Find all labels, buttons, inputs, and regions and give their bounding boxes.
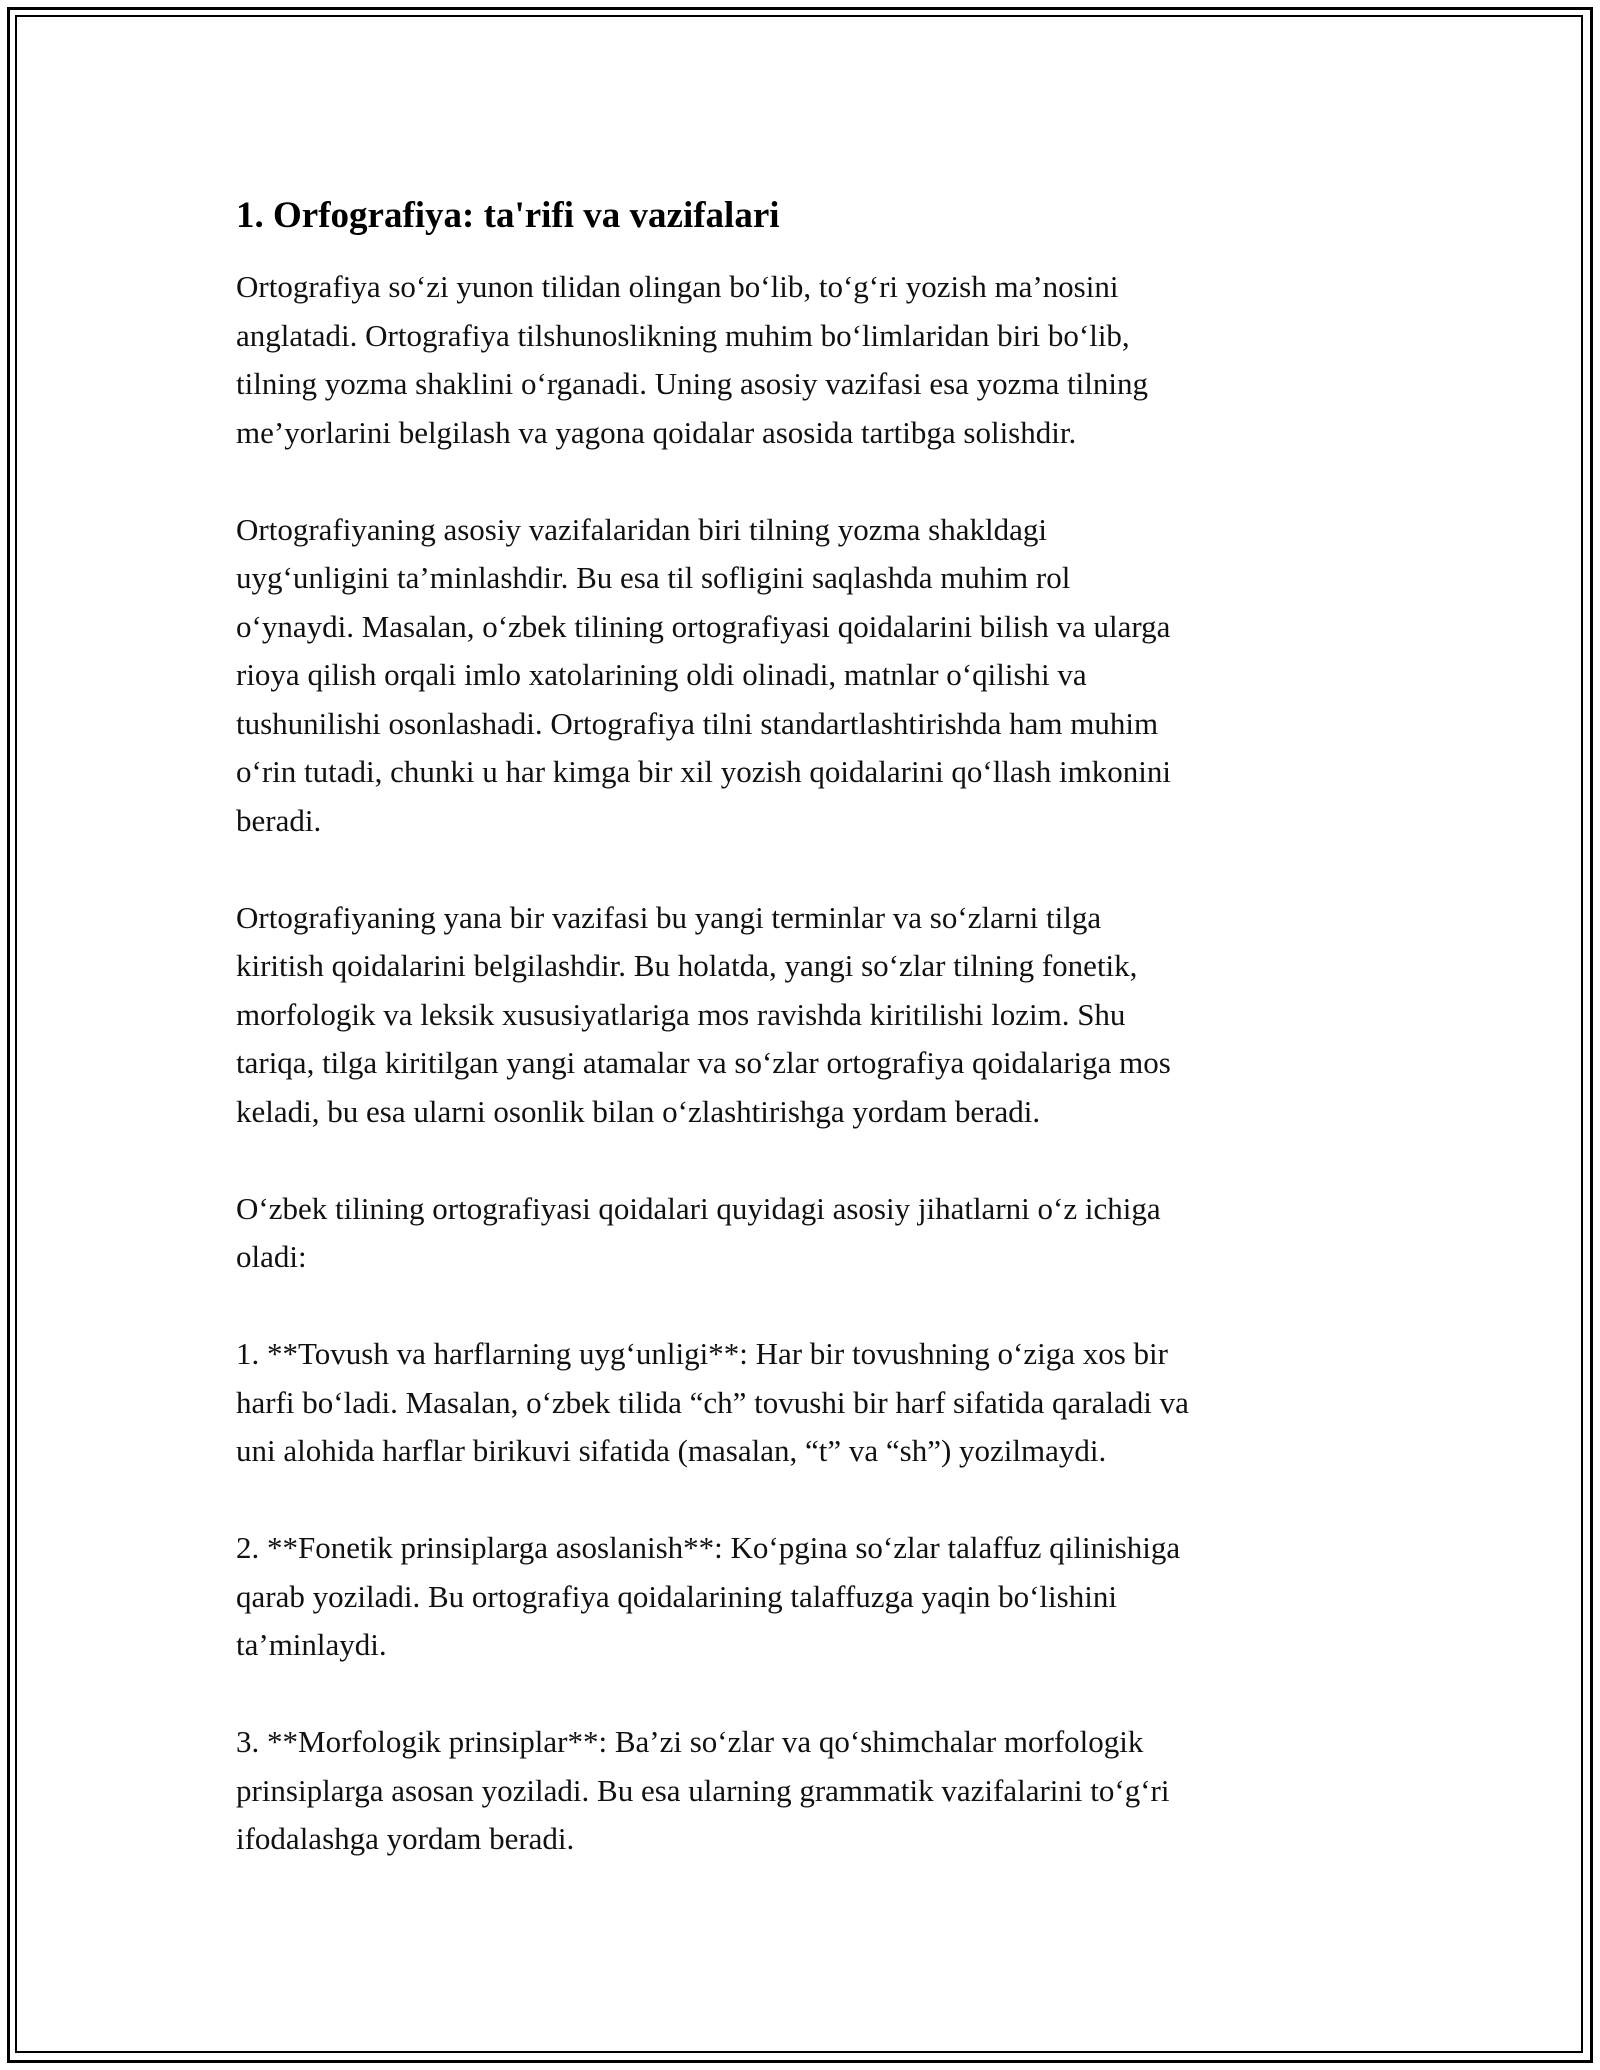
paragraph-definition: Ortografiya so‘zi yunon tilidan olingan bo‘lib, to‘g‘ri yozish ma’nosini anglatadi. Ortografiya tilshunoslikning muhim bo‘limlaridan biri bo‘lib, tilning yozma shaklini o‘rganadi. Uning asosiy vazifasi esa yozma tilning me’yorlarini belgilash va yagona qoidalar asosida tartibga solishdir. xyxy=(236,269,1149,450)
document-title: 1. Orfografiya: ta'rifi va vazifalari xyxy=(236,195,780,236)
paragraph-main-function: Ortografiyaning asosiy vazifalaridan biri tilning yozma shakldagi uyg‘unligini ta’minlashdir. Bu esa til sofligini saqlashda muhim rol o‘ynaydi. Masalan, o‘zbek tilining ortografiyasi qoidalarini bilish va ularga rioya qilish orqali imlo xatolarining oldi olinadi, matnlar o‘qilishi va tushunilishi osonlashadi. Ortografiya tilni standartlashtirishda ham muhim o‘rin tutadi, chunki u har kimga bir xil yozish qoidalarini qo‘llash imkonini beradi. xyxy=(236,511,1172,838)
paragraph-new-terms: Ortografiyaning yana bir vazifasi bu yangi terminlar va so‘zlarni tilga kiritish qoidalarini belgilashdir. Bu holatda, yangi so‘zlar tilning fonetik, morfologik va leksik xususiyatlariga mos ravishda kiritilishi lozim. Shu tariqa, tilga kiritilgan yangi atamalar va so‘zlar ortografiya qoidalariga mos keladi, bu esa ularni osonlik bilan o‘zlashtirishga yordam beradi. xyxy=(236,899,1171,1129)
document-body xyxy=(236,188,1372,1912)
list-item-morphological-principles: 3. **Morfologik prinsiplar**: Ba’zi so‘zlar va qo‘shimchalar morfologik prinsiplarga asosan yoziladi. Bu esa ularning grammatik vazifalarini to‘g‘ri ifodalashga yordam beradi. xyxy=(236,1724,1170,1856)
list-item-sound-letter-harmony: 1. **Tovush va harflarning uyg‘unligi**: Har bir tovushning o‘ziga xos bir harfi bo‘ladi. Masalan, o‘zbek tilida “ch” tovushi bir harf sifatida qaraladi va uni alohida harflar birikuvi sifatida (masalan, “t” va “sh”) yozilmaydi. xyxy=(236,1336,1189,1468)
list-item-phonetic-principles: 2. **Fonetik prinsiplarga asoslanish**: Ko‘pgina so‘zlar talaffuz qilinishiga qarab yoziladi. Bu ortografiya qoidalarining talaffuzga yaqin bo‘lishini ta’minlaydi. xyxy=(236,1530,1181,1662)
paragraph-rules-intro: O‘zbek tilining ortografiyasi qoidalari quyidagi asosiy jihatlarni o‘z ichiga oladi: xyxy=(236,1190,1161,1274)
